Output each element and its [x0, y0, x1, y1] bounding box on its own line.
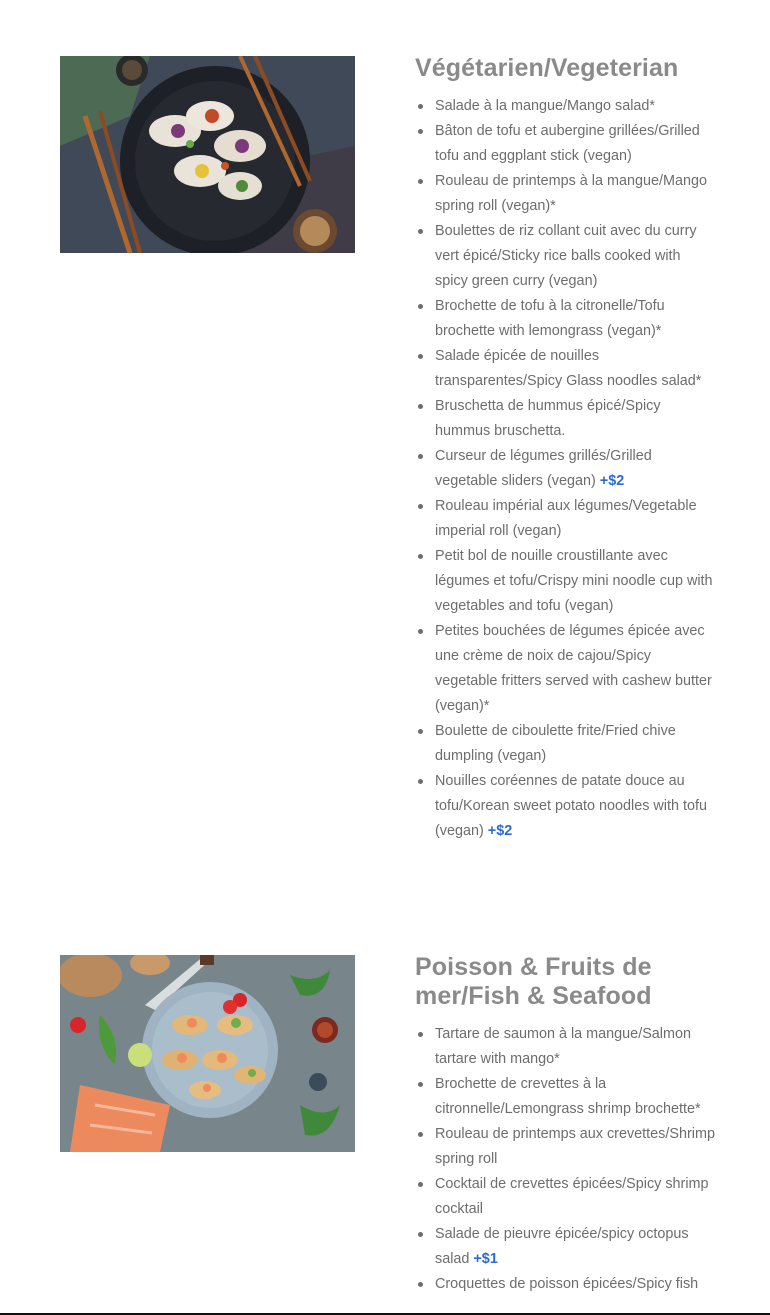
list-item	[415, 494, 715, 544]
item-text: Nouilles coréennes de patate douce au tofu/Korean sweet potato noodles with tofu (vegan)	[435, 773, 708, 839]
item-text: Tartare de saumon à la mangue/Salmon tartare with mango*	[435, 1026, 691, 1067]
item-text: Salade à la mangue/Mango salad*	[435, 98, 656, 114]
item-text: Croquettes de poisson épicées/Spicy fish	[435, 1276, 699, 1292]
list-item	[415, 1222, 715, 1272]
item-text: Rouleau de printemps à la mangue/Mango spring roll (vegan)*	[435, 173, 707, 214]
list-item	[415, 769, 715, 844]
menu-list	[415, 1022, 715, 1297]
section-title: Poisson & Fruits de mer/Fish & Seafood	[415, 953, 652, 1010]
item-text: Petites bouchées de légumes épicée avec une crème de noix de cajou/Spicy vegetable fritters served with cashew butter (vegan)*	[435, 623, 712, 714]
item-text: Petit bol de nouille croustillante avec légumes et tofu/Crispy mini noodle cup with vegetables and tofu (vegan)	[435, 548, 713, 614]
list-item	[415, 444, 715, 494]
list-item	[415, 1072, 715, 1122]
item-text: Cocktail de crevettes épicées/Spicy shrimp cocktail	[435, 1176, 709, 1217]
item-text: Boulettes de riz collant cuit avec du curry vert épicé/Sticky rice balls cooked with spicy green curry (vegan)	[435, 223, 697, 289]
item-text: Brochette de tofu à la citronelle/Tofu brochette with lemongrass (vegan)*	[435, 298, 665, 339]
list-item	[415, 1172, 715, 1222]
seafood-photo	[60, 955, 355, 1152]
price-badge: +$2	[599, 473, 625, 489]
list-item	[415, 294, 715, 344]
list-item	[415, 619, 715, 719]
section-title: Végétarien/Vegeterian	[415, 54, 679, 82]
item-text: Curseur de légumes grillés/Grilled vegetable sliders (vegan)	[435, 448, 652, 489]
list-item	[415, 344, 715, 394]
vegetarian-photo	[60, 56, 355, 253]
list-item	[415, 94, 715, 119]
list-item	[415, 394, 715, 444]
seafood-platter-image	[60, 955, 355, 1152]
spring-rolls-image	[60, 56, 355, 253]
item-text: Bâton de tofu et aubergine grillées/Grilled tofu and eggplant stick (vegan)	[435, 123, 700, 164]
item-text: Bruschetta de hummus épicé/Spicy hummus bruschetta.	[435, 398, 661, 439]
item-text: Salade épicée de nouilles transparentes/Spicy Glass noodles salad*	[435, 348, 702, 389]
list-item	[415, 169, 715, 219]
list-item	[415, 1272, 715, 1297]
list-item	[415, 1022, 715, 1072]
item-text: Rouleau de printemps aux crevettes/Shrimp spring roll	[435, 1126, 715, 1167]
menu-list	[415, 94, 715, 844]
seafood-content	[415, 953, 715, 1297]
price-badge: +$2	[487, 823, 513, 839]
price-badge: +$1	[473, 1251, 498, 1267]
list-item	[415, 544, 715, 619]
list-item	[415, 219, 715, 294]
item-text: Rouleau impérial aux légumes/Vegetable imperial roll (vegan)	[435, 498, 697, 539]
list-item	[415, 719, 715, 769]
item-text: Salade de pieuvre épicée/spicy octopus salad	[435, 1226, 689, 1267]
list-item	[415, 1122, 715, 1172]
list-item	[415, 119, 715, 169]
item-text: Boulette de ciboulette frite/Fried chive dumpling (vegan)	[435, 723, 676, 764]
item-text: Brochette de crevettes à la citronnelle/Lemongrass shrimp brochette*	[435, 1076, 701, 1117]
vegetarian-content	[415, 54, 715, 844]
